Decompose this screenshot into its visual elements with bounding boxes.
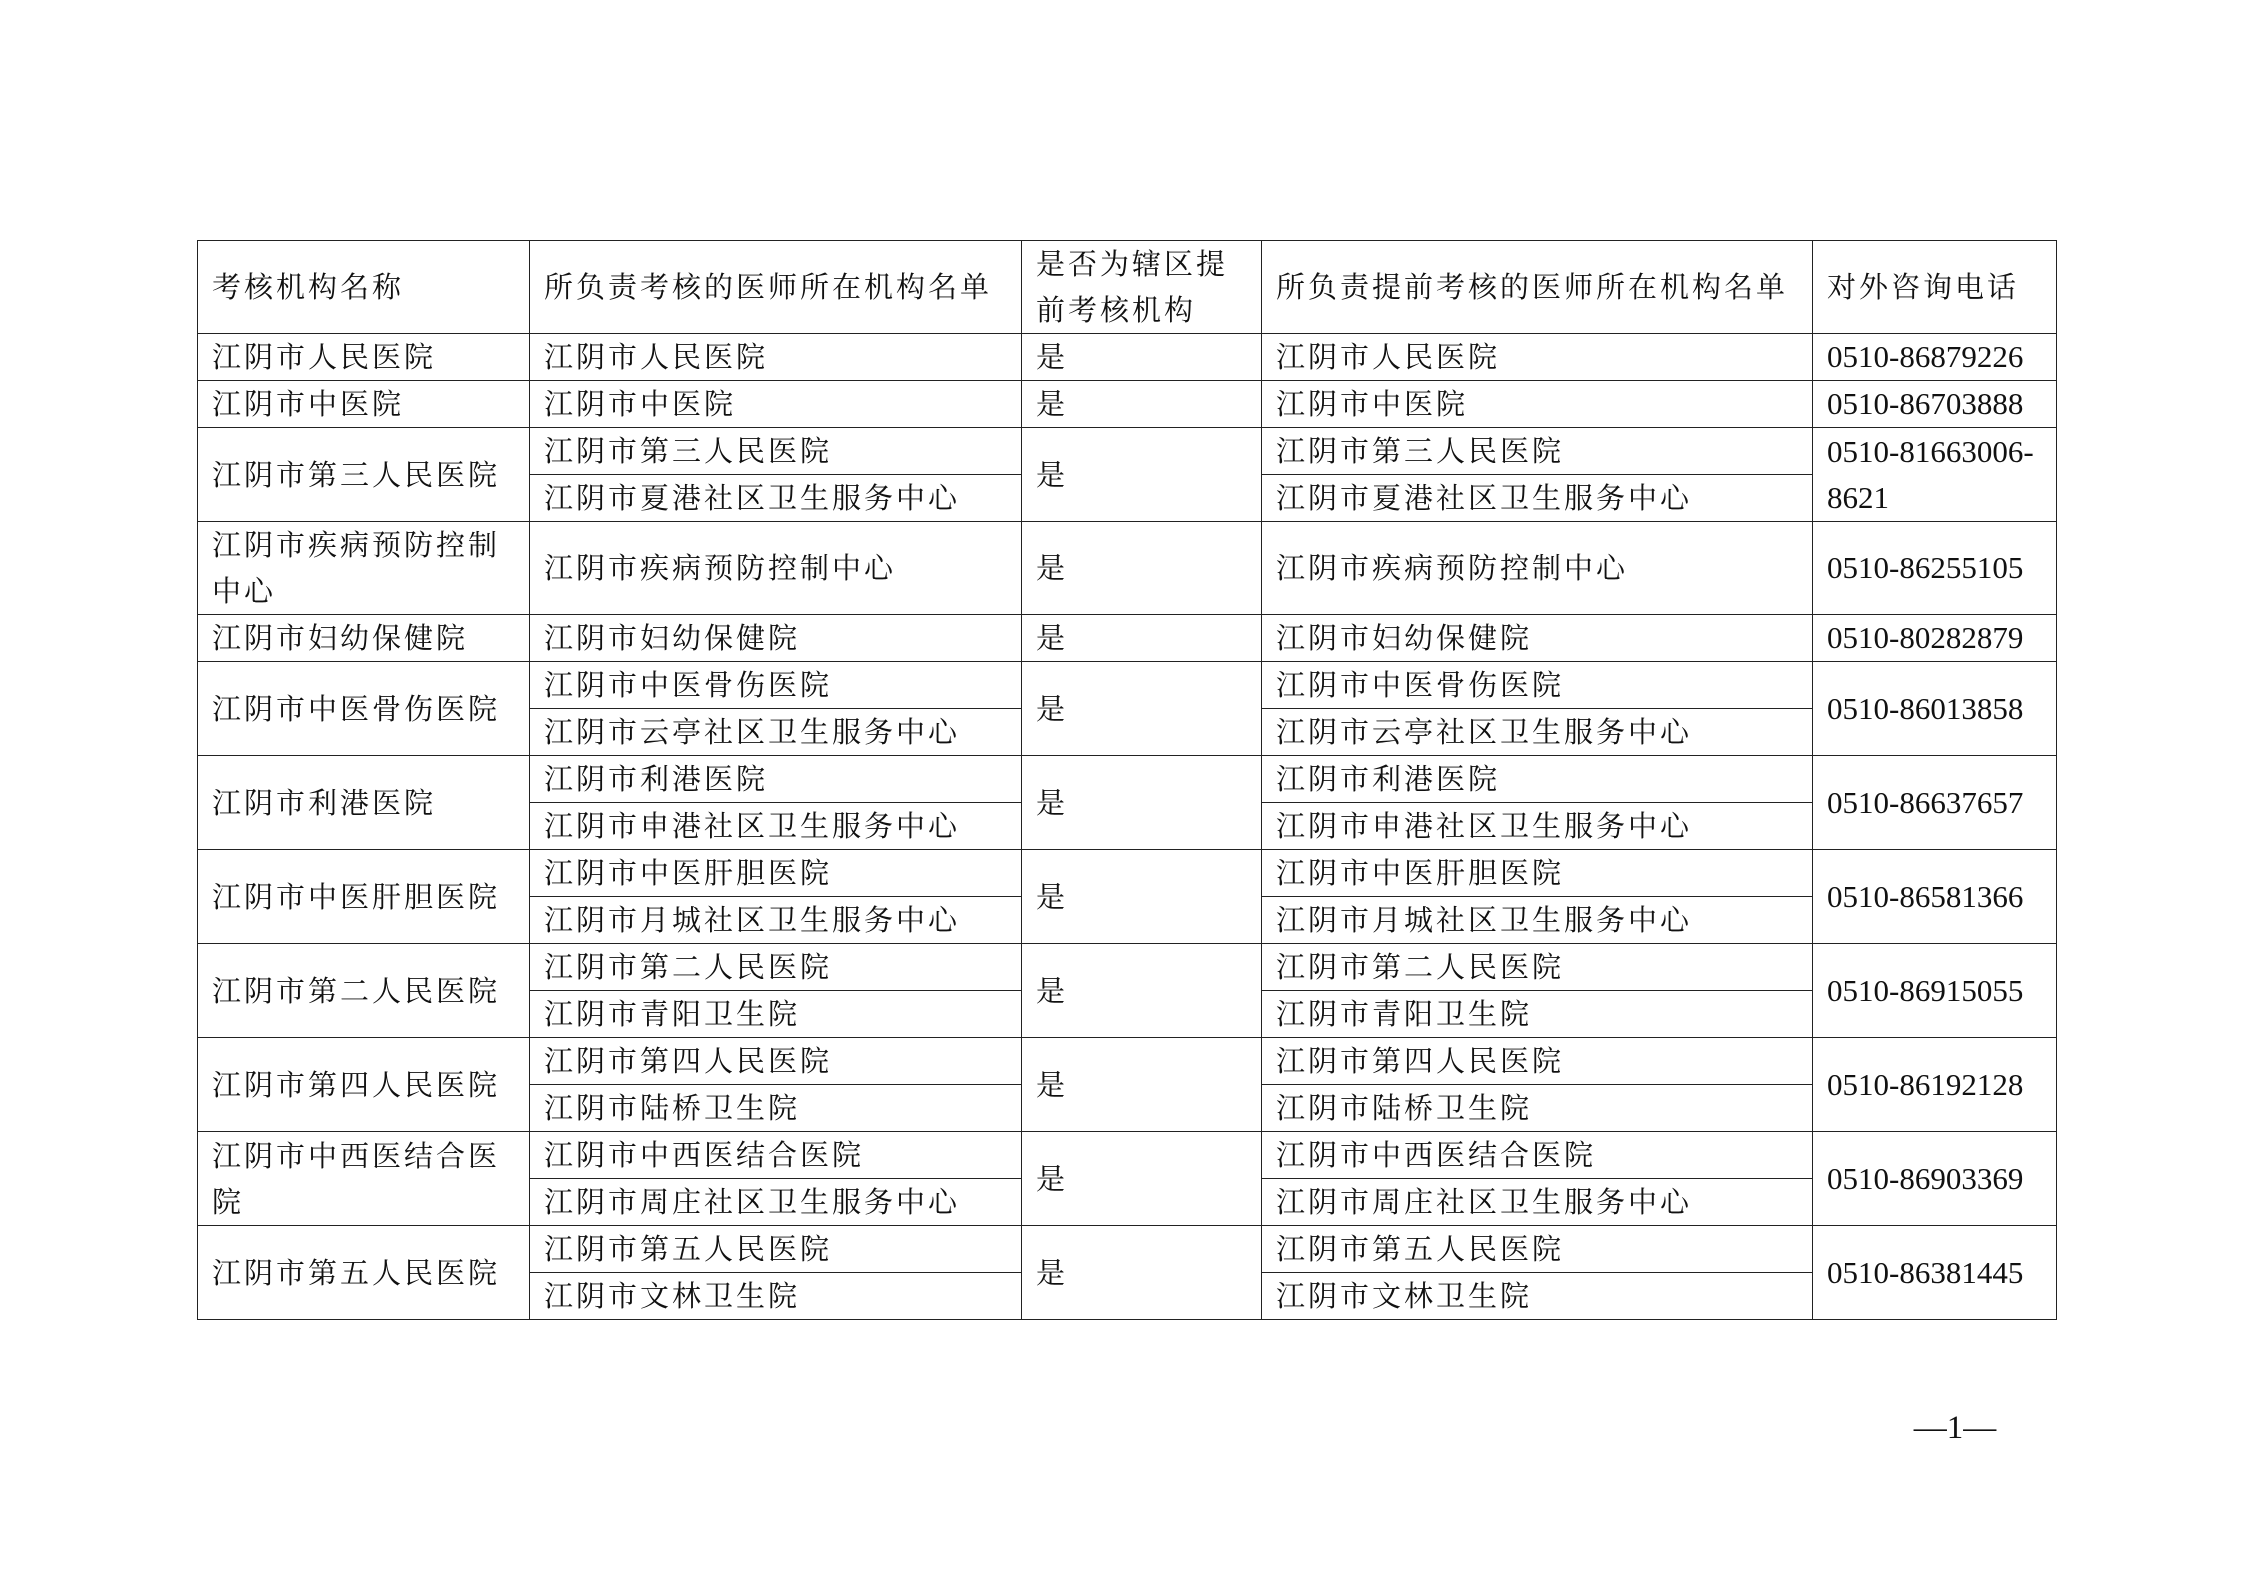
table-row — [198, 662, 2057, 709]
table-row — [198, 1226, 2057, 1273]
advance-unit-cell: 江阴市云亭社区卫生服务中心 — [1262, 709, 1813, 756]
responsible-unit-cell: 江阴市中医肝胆医院 — [530, 850, 1022, 897]
institution-name-cell: 江阴市中医肝胆医院 — [198, 850, 530, 944]
institution-name-cell: 江阴市疾病预防控制中心 — [198, 522, 530, 615]
advance-unit-cell: 江阴市陆桥卫生院 — [1262, 1085, 1813, 1132]
advance-flag-cell: 是 — [1022, 522, 1262, 615]
header-advance-flag: 是否为辖区提前考核机构 — [1022, 241, 1262, 334]
institution-name-cell: 江阴市第四人民医院 — [198, 1038, 530, 1132]
advance-unit-cell: 江阴市第三人民医院 — [1262, 428, 1813, 475]
table-header-row — [198, 241, 2057, 334]
advance-unit-cell: 江阴市青阳卫生院 — [1262, 991, 1813, 1038]
header-consult-phone: 对外咨询电话 — [1813, 241, 2057, 334]
responsible-unit-cell: 江阴市利港医院 — [530, 756, 1022, 803]
responsible-unit-cell: 江阴市青阳卫生院 — [530, 991, 1022, 1038]
institution-name-cell: 江阴市第五人民医院 — [198, 1226, 530, 1320]
advance-unit-cell: 江阴市第五人民医院 — [1262, 1226, 1813, 1273]
consult-phone-cell: 0510-86703888 — [1813, 381, 2057, 428]
advance-flag-cell: 是 — [1022, 1132, 1262, 1226]
advance-flag-cell: 是 — [1022, 615, 1262, 662]
responsible-unit-cell: 江阴市第四人民医院 — [530, 1038, 1022, 1085]
responsible-unit-cell: 江阴市云亭社区卫生服务中心 — [530, 709, 1022, 756]
header-advance-units: 所负责提前考核的医师所在机构名单 — [1262, 241, 1813, 334]
institution-name-cell: 江阴市人民医院 — [198, 334, 530, 381]
responsible-unit-cell: 江阴市人民医院 — [530, 334, 1022, 381]
table-row — [198, 756, 2057, 803]
responsible-unit-cell: 江阴市夏港社区卫生服务中心 — [530, 475, 1022, 522]
consult-phone-cell: 0510-86637657 — [1813, 756, 2057, 850]
table-row — [198, 1132, 2057, 1179]
advance-unit-cell: 江阴市疾病预防控制中心 — [1262, 522, 1813, 615]
responsible-unit-cell: 江阴市中医院 — [530, 381, 1022, 428]
consult-phone-cell: 0510-81663006-8621 — [1813, 428, 2057, 522]
responsible-unit-cell: 江阴市疾病预防控制中心 — [530, 522, 1022, 615]
advance-flag-cell: 是 — [1022, 1038, 1262, 1132]
advance-unit-cell: 江阴市申港社区卫生服务中心 — [1262, 803, 1813, 850]
consult-phone-cell: 0510-86903369 — [1813, 1132, 2057, 1226]
advance-unit-cell: 江阴市周庄社区卫生服务中心 — [1262, 1179, 1813, 1226]
responsible-unit-cell: 江阴市中西医结合医院 — [530, 1132, 1022, 1179]
header-institution-name: 考核机构名称 — [198, 241, 530, 334]
institution-name-cell: 江阴市第三人民医院 — [198, 428, 530, 522]
advance-unit-cell: 江阴市中医骨伤医院 — [1262, 662, 1813, 709]
consult-phone-cell: 0510-86255105 — [1813, 522, 2057, 615]
advance-unit-cell: 江阴市中医肝胆医院 — [1262, 850, 1813, 897]
advance-unit-cell: 江阴市中医院 — [1262, 381, 1813, 428]
institution-name-cell: 江阴市中西医结合医院 — [198, 1132, 530, 1226]
table-row — [198, 944, 2057, 991]
advance-flag-cell: 是 — [1022, 334, 1262, 381]
consult-phone-cell: 0510-86879226 — [1813, 334, 2057, 381]
responsible-unit-cell: 江阴市陆桥卫生院 — [530, 1085, 1022, 1132]
table-row — [198, 615, 2057, 662]
advance-flag-cell: 是 — [1022, 850, 1262, 944]
institution-name-cell: 江阴市中医院 — [198, 381, 530, 428]
advance-unit-cell: 江阴市月城社区卫生服务中心 — [1262, 897, 1813, 944]
advance-flag-cell: 是 — [1022, 1226, 1262, 1320]
responsible-unit-cell: 江阴市第五人民医院 — [530, 1226, 1022, 1273]
header-responsible-units: 所负责考核的医师所在机构名单 — [530, 241, 1022, 334]
advance-unit-cell: 江阴市利港医院 — [1262, 756, 1813, 803]
advance-unit-cell: 江阴市人民医院 — [1262, 334, 1813, 381]
consult-phone-cell: 0510-86915055 — [1813, 944, 2057, 1038]
institution-name-cell: 江阴市利港医院 — [198, 756, 530, 850]
table-row — [198, 1038, 2057, 1085]
consult-phone-cell: 0510-86013858 — [1813, 662, 2057, 756]
advance-unit-cell: 江阴市夏港社区卫生服务中心 — [1262, 475, 1813, 522]
responsible-unit-cell: 江阴市第二人民医院 — [530, 944, 1022, 991]
advance-flag-cell: 是 — [1022, 381, 1262, 428]
consult-phone-cell: 0510-80282879 — [1813, 615, 2057, 662]
institution-name-cell: 江阴市中医骨伤医院 — [198, 662, 530, 756]
advance-unit-cell: 江阴市文林卫生院 — [1262, 1273, 1813, 1320]
advance-flag-cell: 是 — [1022, 944, 1262, 1038]
table-row — [198, 522, 2057, 615]
advance-unit-cell: 江阴市妇幼保健院 — [1262, 615, 1813, 662]
consult-phone-cell: 0510-86192128 — [1813, 1038, 2057, 1132]
institution-name-cell: 江阴市第二人民医院 — [198, 944, 530, 1038]
responsible-unit-cell: 江阴市第三人民医院 — [530, 428, 1022, 475]
table-row — [198, 334, 2057, 381]
consult-phone-cell: 0510-86381445 — [1813, 1226, 2057, 1320]
advance-unit-cell: 江阴市第二人民医院 — [1262, 944, 1813, 991]
advance-flag-cell: 是 — [1022, 428, 1262, 522]
advance-flag-cell: 是 — [1022, 756, 1262, 850]
table-row — [198, 850, 2057, 897]
advance-unit-cell: 江阴市中西医结合医院 — [1262, 1132, 1813, 1179]
institution-name-cell: 江阴市妇幼保健院 — [198, 615, 530, 662]
responsible-unit-cell: 江阴市周庄社区卫生服务中心 — [530, 1179, 1022, 1226]
responsible-unit-cell: 江阴市文林卫生院 — [530, 1273, 1022, 1320]
responsible-unit-cell: 江阴市月城社区卫生服务中心 — [530, 897, 1022, 944]
advance-flag-cell: 是 — [1022, 662, 1262, 756]
table-row — [198, 428, 2057, 475]
advance-unit-cell: 江阴市第四人民医院 — [1262, 1038, 1813, 1085]
table-row — [198, 381, 2057, 428]
page-number: —1— — [1913, 1410, 1997, 1446]
consult-phone-cell: 0510-86581366 — [1813, 850, 2057, 944]
responsible-unit-cell: 江阴市中医骨伤医院 — [530, 662, 1022, 709]
responsible-unit-cell: 江阴市妇幼保健院 — [530, 615, 1022, 662]
responsible-unit-cell: 江阴市申港社区卫生服务中心 — [530, 803, 1022, 850]
institution-table — [197, 240, 2057, 1320]
